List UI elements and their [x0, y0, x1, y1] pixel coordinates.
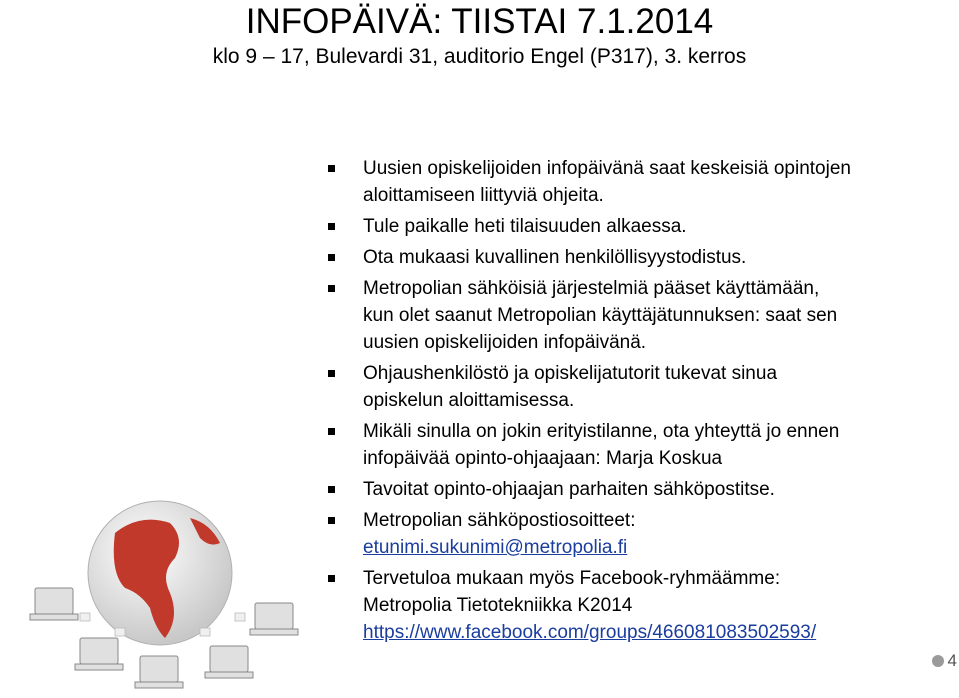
bullet-square-icon [328, 486, 335, 493]
page-title: INFOPÄIVÄ: TIISTAI 7.1.2014 [245, 2, 714, 41]
bullet-item: Tervetuloa mukaan myös Facebook-ryhmäämme: Metropolia Tietotekniikka K2014 https://www.facebook.com/groups/466081083502593/ [328, 565, 943, 646]
bullet-square-icon [328, 223, 335, 230]
bullet-square-icon [328, 575, 335, 582]
bullet-list [328, 155, 943, 650]
bullet-item: Uusien opiskelijoiden infopäivänä saat keskeisiä opintojen aloittamiseen liittyviä ohjeita. [328, 155, 943, 209]
email-link[interactable]: etunimi.sukunimi@metropolia.fi [363, 537, 628, 558]
bullet-square-icon [328, 165, 335, 172]
bullet-square-icon [328, 285, 335, 292]
facebook-group-link[interactable]: https://www.facebook.com/groups/466081083502593/ [363, 622, 817, 643]
bullet-item: Tule paikalle heti tilaisuuden alkaessa. [328, 213, 943, 240]
bullet-item: Ohjaushenkilöstö ja opiskelijatutorit tukevat sinua opiskelun aloittamisessa. [328, 360, 943, 414]
globe-with-laptops-icon [20, 478, 310, 693]
page-subtitle: klo 9 – 17, Bulevardi 31, auditorio Engel (P317), 3. kerros [212, 45, 747, 68]
bullet-item: Tavoitat opinto-ohjaajan parhaiten sähköpostitse. [328, 476, 943, 503]
bullet-square-icon [328, 517, 335, 524]
bullet-square-icon [328, 254, 335, 261]
bullet-square-icon [328, 370, 335, 377]
bullet-item: Metropolian sähköisiä järjestelmiä pääset käyttämään, kun olet saanut Metropolian käyttäjätunnuksen: saat sen uusien opiskelijoiden infopäivänä. [328, 275, 943, 356]
page-number: 4 [932, 651, 957, 671]
bullet-item: Metropolian sähköpostiosoitteet: etunimi.sukunimi@metropolia.fi [328, 507, 943, 561]
bullet-item: Ota mukaasi kuvallinen henkilöllisyystodistus. [328, 244, 943, 271]
bullet-item: Mikäli sinulla on jokin erityistilanne, ota yhteyttä jo ennen infopäivää opinto-ohjaajaan: Marja Koskua [328, 418, 943, 472]
slide-dot-icon [932, 655, 944, 667]
bullet-square-icon [328, 428, 335, 435]
